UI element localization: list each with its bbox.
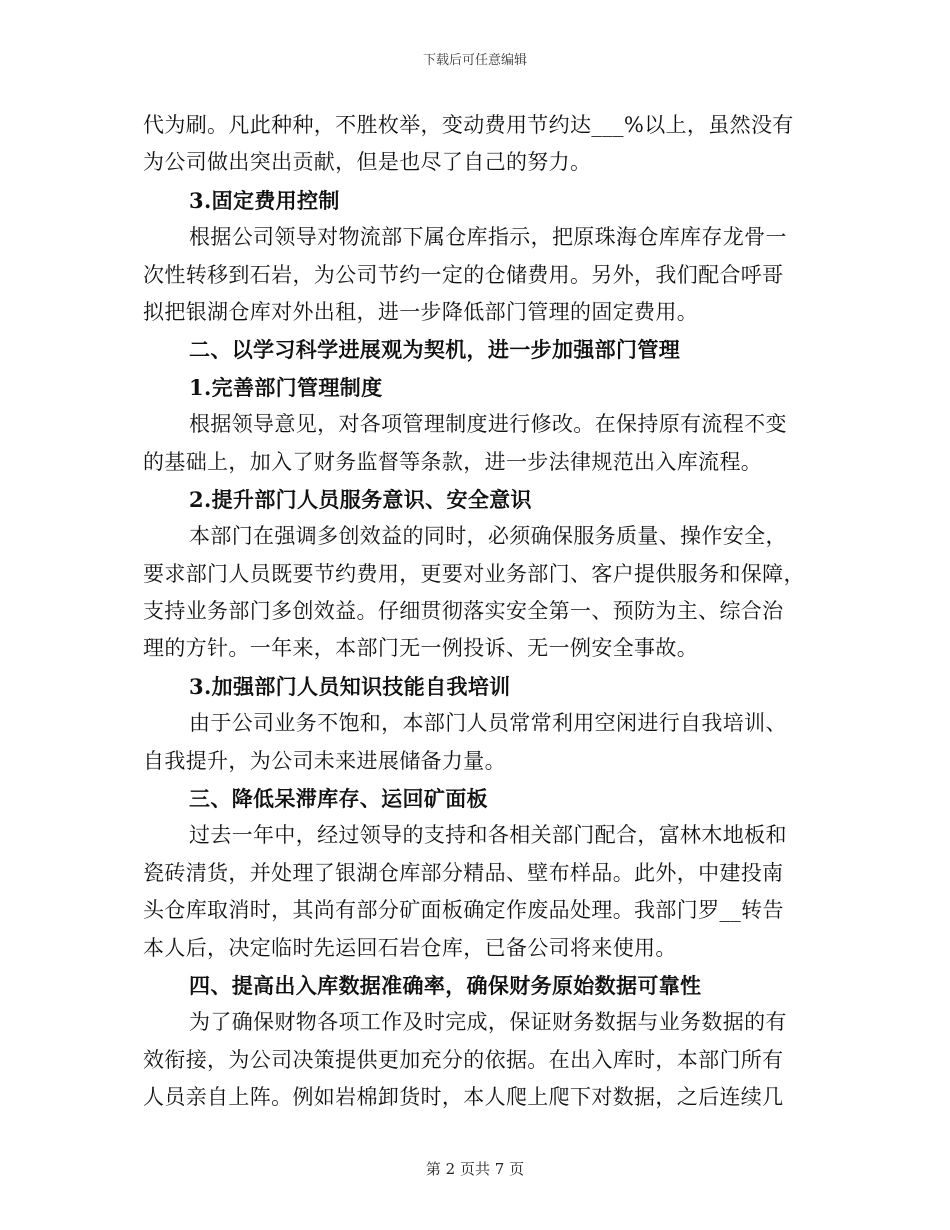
paragraph-line: 本部门在强调多创效益的同时，必须确保服务质量、操作安全， xyxy=(189,524,787,549)
section-heading: 3.固定费用控制 xyxy=(189,187,340,213)
paragraph-line: 要求部门人员既要节约费用，更要对业务部门、客户提供服务和保障， xyxy=(143,561,805,586)
paragraph-line: 的基础上，加入了财务监督等条款，进一步法律规范出入库流程。 xyxy=(143,449,763,474)
paragraph-line: 人员亲自上阵。例如岩棉卸货时，本人爬上爬下对数据，之后连续几 xyxy=(143,1085,784,1110)
section-heading: 四、提高出入库数据准确率，确保财务原始数据可靠性 xyxy=(189,972,702,998)
paragraph-line: 本人后，决定临时先运回石岩仓库，已备公司将来使用。 xyxy=(143,935,677,960)
page-header: 下载后可任意编辑 xyxy=(422,53,527,68)
paragraph-line: 拟把银湖仓库对外出租，进一步降低部门管理的固定费用。 xyxy=(143,299,699,324)
section-heading: 3.加强部门人员知识技能自我培训 xyxy=(189,673,511,699)
paragraph-line: 瓷砖清货，并处理了银湖仓库部分精品、壁布样品。此外，中建投南 xyxy=(143,860,784,885)
paragraph-line: 次性转移到石岩，为公司节约一定的仓储费用。另外，我们配合呼哥 xyxy=(143,262,784,287)
paragraph-line: 为公司做出突出贡献，但是也尽了自己的努力。 xyxy=(143,150,592,175)
paragraph-line: 自我提升，为公司未来进展储备力量。 xyxy=(143,748,506,773)
paragraph-line: 头仓库取消时，其尚有部分矿面板确定作废品处理。我部门罗__转告 xyxy=(143,898,784,923)
paragraph-line: 由于公司业务不饱和，本部门人员常常利用空闲进行自我培训、 xyxy=(189,711,787,736)
section-heading: 二、以学习科学进展观为契机，进一步加强部门管理 xyxy=(189,337,681,363)
paragraph-line: 理的方针。一年来，本部门无一例投诉、无一例安全事故。 xyxy=(143,636,699,661)
page-footer: 第 2 页共 7 页 xyxy=(425,1160,525,1178)
paragraph-line: 为了确保财物各项工作及时完成，保证财务数据与业务数据的有 xyxy=(189,1010,787,1035)
paragraph-line: 过去一年中，经过领导的支持和各相关部门配合，富林木地板和 xyxy=(189,823,787,848)
section-heading: 1.完善部门管理制度 xyxy=(189,374,383,400)
paragraph-line: 根据领导意见，对各项管理制度进行修改。在保持原有流程不变 xyxy=(189,412,787,437)
paragraph-line: 根据公司领导对物流部下属仓库指示，把原珠海仓库库存龙骨一 xyxy=(189,225,787,250)
paragraph-line: 效衔接，为公司决策提供更加充分的依据。在出入库时，本部门所有 xyxy=(143,1047,784,1072)
paragraph-line: 支持业务部门多创效益。仔细贯彻落实安全第一、预防为主、综合治 xyxy=(143,599,784,624)
section-heading: 2.提升部门人员服务意识、安全意识 xyxy=(189,486,532,512)
section-heading: 三、降低呆滞库存、运回矿面板 xyxy=(189,786,488,812)
paragraph-line: 代为刷。凡此种种，不胜枚举，变动费用节约达___%以上，虽然没有 xyxy=(143,113,794,137)
document-body xyxy=(143,107,809,1117)
